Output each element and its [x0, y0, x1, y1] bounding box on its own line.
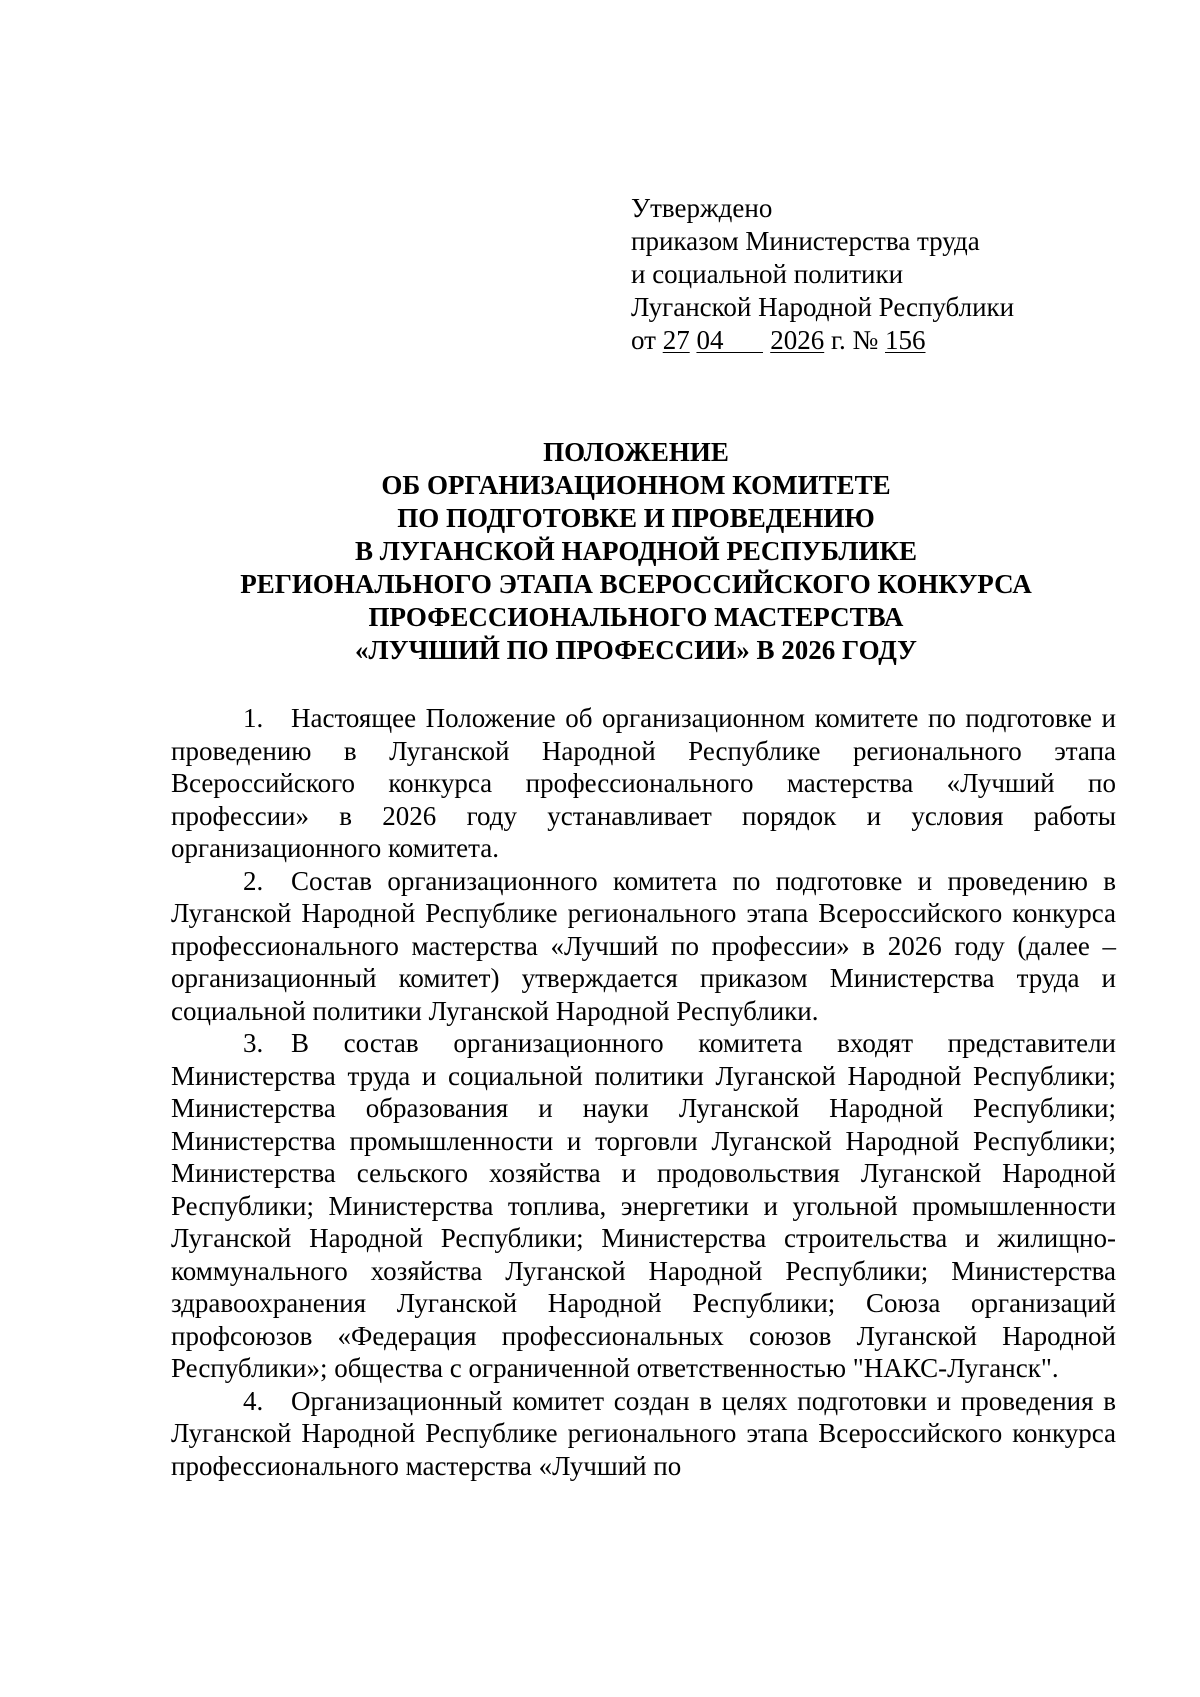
paragraph-text: Настоящее Положение об организационном комитете по подготовке и проведению в Луганской Народной Республике регионального этапа Всероссийского конкурса профессионального мастерства «Лучший по профессии» в 2026 году устанавливает порядок и условия работы организационного комитета. [171, 703, 1116, 863]
title-line: В ЛУГАНСКОЙ НАРОДНОЙ РЕСПУБЛИКЕ [354, 536, 918, 566]
paragraph [171, 1027, 1116, 1385]
paragraph-number: 4. [243, 1385, 264, 1416]
approval-line: и социальной политики [631, 259, 904, 289]
approval-year: 2026 [770, 325, 825, 355]
paragraph-number: 1. [243, 703, 264, 733]
document-body [171, 702, 1116, 1482]
title-line: ПРОФЕССИОНАЛЬНОГО МАСТЕРСТВА [368, 602, 904, 632]
title-line: ПО ПОДГОТОВКЕ И ПРОВЕДЕНИЮ [397, 503, 875, 533]
approval-day: 27 [662, 325, 690, 355]
paragraph [171, 1385, 1116, 1483]
approval-line: Луганской Народной Республики [631, 292, 1015, 322]
paragraph [171, 865, 1116, 1028]
title-line: «ЛУЧШИЙ ПО ПРОФЕССИИ» В 2026 ГОДУ [355, 635, 917, 665]
paragraph [171, 702, 1116, 865]
title-line: ОБ ОРГАНИЗАЦИОННОМ КОМИТЕТЕ [381, 470, 891, 500]
paragraph-text: В состав организационного комитета входят представители Министерства труда и социальной политики Луганской Народной Республики; Министерства образования и науки Луганской Народной Республики; Министерства промышленности и торговли Луганской Народной Республики; Министерства сельского хозяйства и продовольствия Луганской Народной Республики; Министерства топлива, энергетики и угольной промышленности Луганской Народной Республики; Министерства строительства и жилищно-коммунального хозяйства Луганской Народной Республики; Министерства здравоохранения Луганской Народной Республики; Союза организаций профсоюзов «Федерация профессиональных союзов Луганской Народной Республики»; общества с ограниченной ответственностью "НАКС-Луганск". [171, 1028, 1116, 1383]
approval-month: 04 [696, 325, 724, 355]
approval-date-line [631, 324, 1014, 357]
approval-block [631, 192, 1014, 357]
paragraph-text: Организационный комитет создан в целях подготовки и проведения в Луганской Народной Республике регионального этапа Всероссийского конкурса профессионального мастерства «Лучший по [171, 1385, 1116, 1481]
approval-line: приказом Министерства труда [631, 226, 980, 256]
document-title [170, 436, 1102, 667]
paragraph-text: Состав организационного комитета по подготовке и проведению в Луганской Народной Республике регионального этапа Всероссийского конкурса профессионального мастерства «Лучший по профессии» в 2026 году (далее – организационный комитет) утверждается приказом Министерства труда и социальной политики Луганской Народной Республики. [171, 865, 1116, 1026]
title-line: РЕГИОНАЛЬНОГО ЭТАПА ВСЕРОССИЙСКОГО КОНКУРСА [240, 569, 1032, 599]
approval-year-suffix: г. № [830, 325, 879, 355]
approval-month-blank [723, 328, 763, 353]
approval-from: от [631, 325, 656, 355]
paragraph-number: 3. [243, 1028, 264, 1058]
approval-number: 156 [885, 325, 926, 355]
approval-line: Утверждено [631, 193, 773, 223]
title-line: ПОЛОЖЕНИЕ [543, 437, 729, 467]
paragraph-number: 2. [243, 865, 264, 896]
